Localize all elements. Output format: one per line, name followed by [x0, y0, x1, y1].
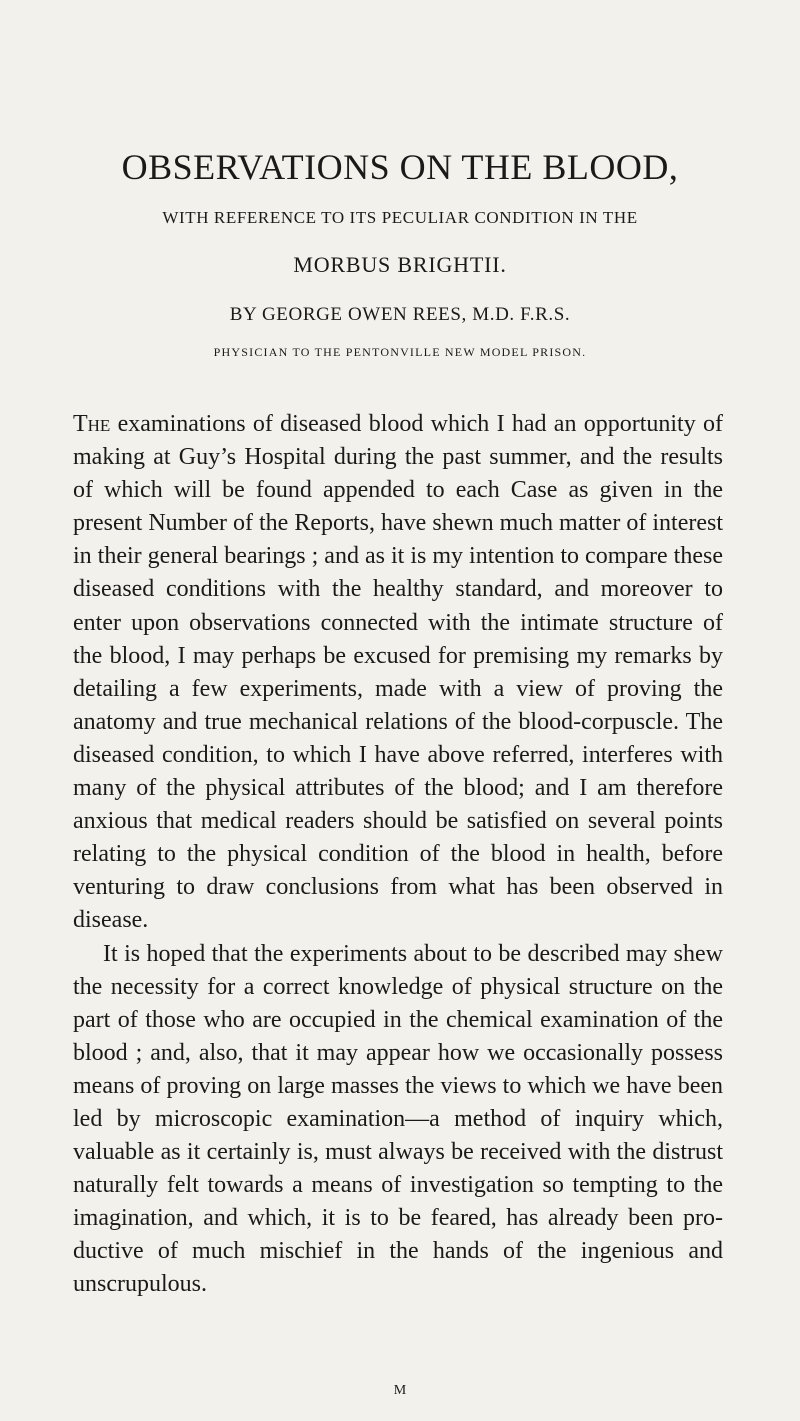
article-body	[73, 408, 723, 1302]
paragraph-2: It is hoped that the experiments about to be described may shew the necessity for a correct knowledge of physical structure on the part of those who are occupied in the chemical examination of the blood ; and, also, that it may appear how we occasionally possess means of proving on large masses the views to which we have been led by microscopic examination—a method of inquiry which, valuable as it certainly is, must always be received with the distrust naturally felt towards a means of investigation so tempting to the imagination, and which, it is to be feared, has already been productive of much mischief in the hands of the ingenious and unscrupulous.	[73, 940, 723, 1298]
article-title: OBSERVATIONS ON THE BLOOD,	[121, 147, 679, 187]
article-subtitle: WITH REFERENCE TO ITS PECULIAR CONDITION IN THE	[162, 208, 638, 227]
paragraph-1	[73, 408, 723, 938]
paragraph-1-text: examinations of diseased blood which I had an opportunity of making at Guy’s Hospital during the past summer, and the results of which will be found appended to each Case as given in the present Number of the Reports, have shewn much matter of interest in their general bearings ; and as it is my intention to compare these diseased conditions with the healthy standard, and moreover to enter upon observations connected with the intimate structure of the blood, I may perhaps be excused for premising my remarks by detailing a few experiments, made with a view of proving the anatomy and true mechanical relations of the blood-corpuscle. The diseased condition, to which I have above referred, interferes with many of the physical attributes of the blood; and I am therefore anxious that medical readers should be satisfied on several points relating to the physical condition of the blood in health, before venturing to draw conclusions from what has been observed in disease.	[73, 411, 723, 934]
author-affiliation: PHYSICIAN TO THE PENTONVILLE NEW MODEL PRISON.	[213, 345, 587, 359]
author-line: BY GEORGE OWEN REES, M.D. F.R.S.	[229, 304, 571, 325]
signature-mark: M	[393, 1383, 407, 1398]
article-subtitle-disease: MORBUS BRIGHTII.	[293, 252, 507, 277]
paragraph-lead-word: The	[73, 411, 111, 437]
